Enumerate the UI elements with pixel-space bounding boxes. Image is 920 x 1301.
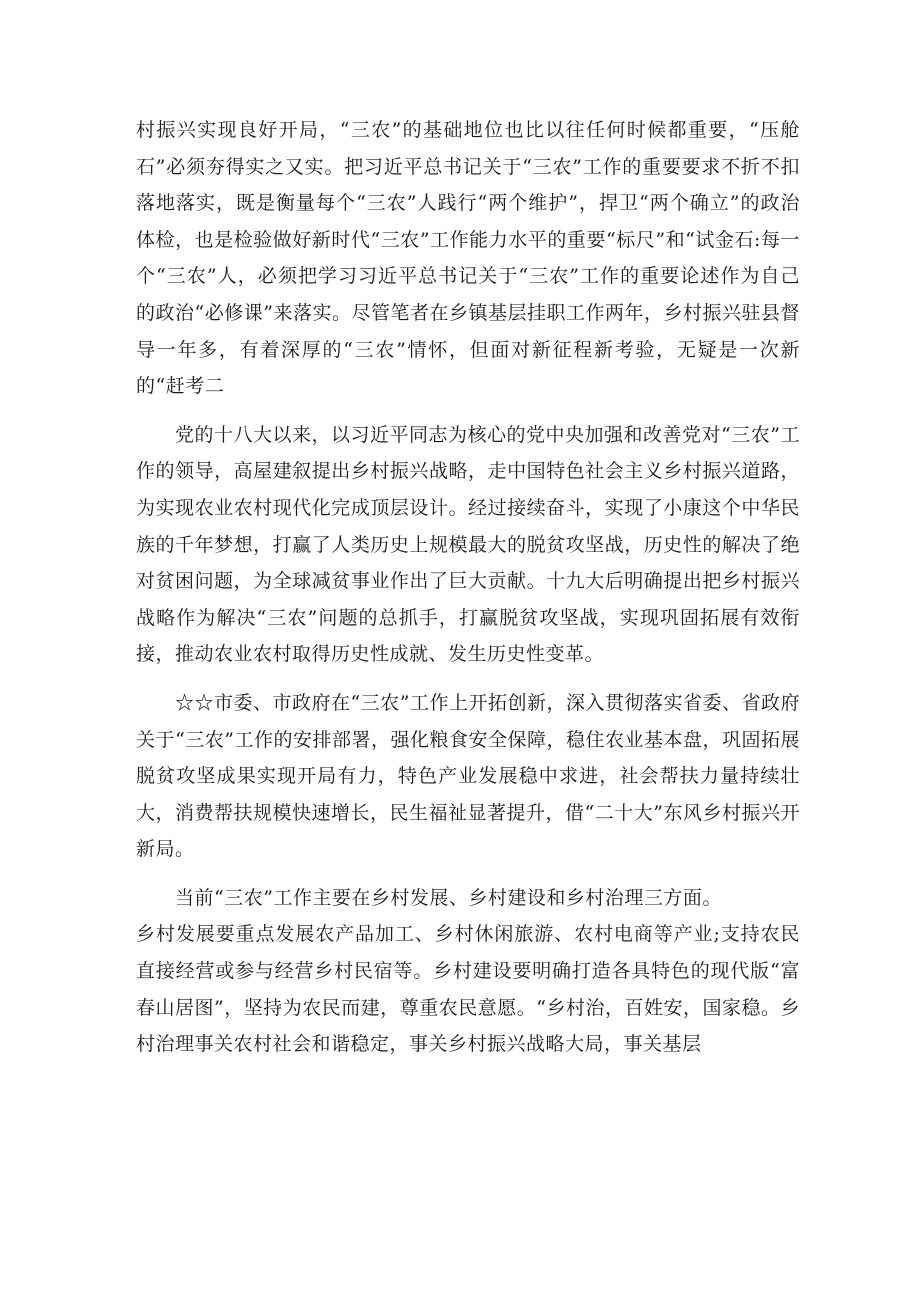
paragraph-4: 当前“三农”工作主要在乡村发展、乡村建设和乡村治理三方面。 乡村发展要重点发展农产品加工、乡村休闲旅游、农村电商等产业;支持农民直接经营或参与经营乡村民宿等。乡村建设要明确打造各具特色的现代版“富春山居图”，坚持为农民而建，尊重农民意愿。“乡村治，百姓安，国家稳。乡村治理事关农村社会和谐稳定，事关乡村振兴战略大局，事关基层	[136, 886, 800, 1056]
paragraph-1: 村振兴实现良好开局，“三农”的基础地位也比以往任何时候都重要，“压舱石”必须夯得实之又实。把习近平总书记关于“三农”工作的重要要求不折不扣落地落实，既是衡量每个“三农”人践行“两个维护”，捍卫“两个确立”的政治体检，也是检验做好新时代“三农”工作能力水平的重要“标尺”和“试金石:每一个“三农”人，必须把学习习近平总书记关于“三农”工作的重要论述作为自己的政治“必修课”来落实。尽管笔者在乡镇基层挂职工作两年，乡村振兴驻县督导一年多，有着深厚的“三农”情怀，但面对新征程新考验，无疑是一次新的“赶考二	[136, 119, 800, 398]
document-body	[136, 112, 800, 1075]
paragraph-2: 党的十八大以来，以习近平同志为核心的党中央加强和改善党对“三农”工作的领导，高屋建叙提出乡村振兴战略，走中国特色社会主义乡村振兴道路，为实现农业农村现代化完成顶层设计。经过接续奋斗，实现了小康这个中华民族的千年梦想，打赢了人类历史上规模最大的脱贫攻坚战，历史性的解决了绝对贫困问题，为全球减贫事业作出了巨大贡献。十九大后明确提出把乡村振兴战略作为解决“三农”问题的总抓手，打赢脱贫攻坚战，实现巩固拓展有效衔接，推动农业农村取得历史性成就、发生历史性变革。	[136, 423, 800, 666]
paragraph-3: ☆☆市委、市政府在“三农”工作上开拓创新，深入贯彻落实省委、省政府关于“三农”工作的安排部署，强化粮食安全保障，稳住农业基本盘，巩固拓展脱贫攻坚成果实现开局有力，特色产业发展稳中求进，社会帮扶力量持续壮大，消费帮扶规模快速增长，民生福祉显著提升，借“二十大”东风乡村振兴开新局。	[136, 691, 800, 861]
